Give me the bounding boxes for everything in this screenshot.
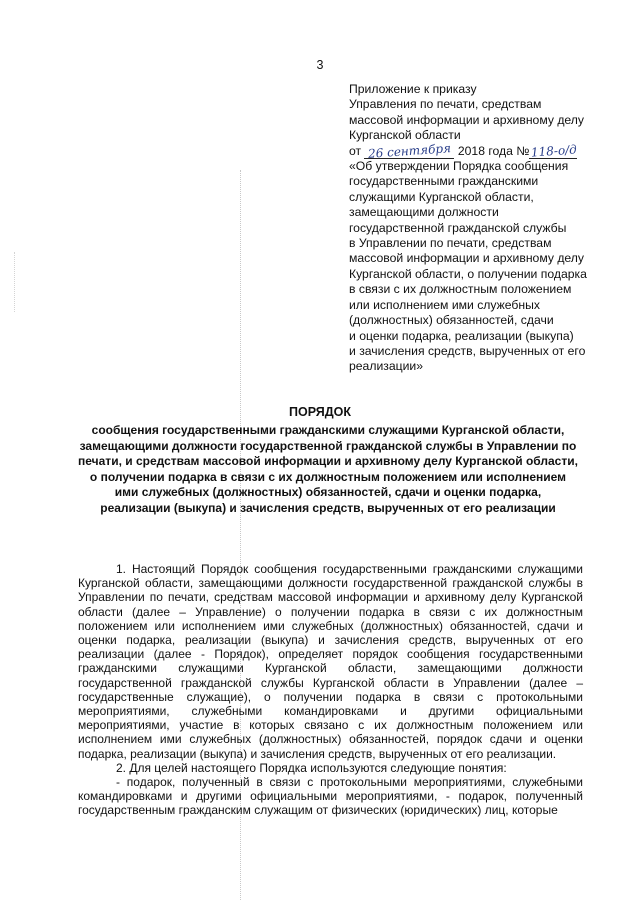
appendix-about-line: Курганской области, о получении подарка [349,266,587,281]
appendix-about-line: и зачисления средств, вырученных от его [349,343,586,358]
scan-mark [14,252,18,312]
page-number: 3 [316,58,324,72]
appendix-about-line: массовой информации и архивному делу [349,251,585,266]
appendix-line: Приложение к приказу [349,82,477,96]
appendix-date-line [349,140,617,161]
appendix-line: массовой информации и архивному делу [349,112,585,127]
appendix-about-line: «Об утверждении Порядка сообщения [349,159,569,174]
appendix-about-line: реализации» [349,359,423,374]
appendix-about-line: в Управлении по печати, средствам [349,236,552,251]
appendix-about-line: государственными гражданскими [349,174,539,189]
document-body [78,562,583,818]
date-field [364,140,454,161]
appendix-about-line: в связи с их должностным положением [349,282,572,297]
appendix-line: Управления по печати, средствам [349,97,542,112]
year-text: 2018 года № [457,143,530,158]
paragraph: - подарок, полученный в связи с протокольными мероприятиями, служебными командировками и другими официальными мероприятиями, - подарок, полученный государственным гражданским служащим от физических (юридических) лиц, которые [78,775,583,818]
paragraph: 1. Настоящий Порядок сообщения государственными гражданскими служащими Курганской области, замещающими должности государственной гражданской службы в Управлении по печати, средствам массовой информации и архивному делу Курганской области (далее – Управление) о получении подарка в связи с их должностным положением или исполнением ими служебных (должностных) обязанностей, сдачи и оценки подарка, реализации (выкупа) и зачисления средств, вырученных от его реализации (далее - Порядок), определяет порядок сообщения государственными гражданскими служащими Курганской области, замещающими должности государственной гражданской службы Курганской области в Управлении (далее – государственные служащие), о получении подарка в связи с протокольными мероприятиями, служебными командировками и другими официальными мероприятиями, участие в которых связано с их должностным положением или исполнением ими служебных (должностных) обязанностей, порядок сдачи и оценки подарка, реализации (выкупа) и зачисления средств, вырученных от его реализации. [78,562,583,761]
handwritten-date: 26 сентября [367,140,452,161]
appendix-about-line: служащими Курганской области, [349,189,534,204]
appendix-about-line: или исполнением ими служебных [349,297,541,312]
appendix-about-line: (должностных) обязанностей, сдачи [349,313,554,328]
document-title: ПОРЯДОК [289,405,351,419]
appendix-about-line: замещающими должности [349,205,499,220]
document-subtitle: сообщения государственными гражданскими служащими Курганской области, замещающими должности государственной гражданской службы в Управлении по печати, и средствам массовой информации и архивному делу Курганской области, о получении подарка в связи с их должностным положением или исполнением ими служебных (должностных) обязанностей, сдачи и оценки подарка, реализации (выкупа) и зачисления средств, вырученных от его реализации [78,423,578,515]
date-prefix: от [349,143,362,158]
paragraph: 2. Для целей настоящего Порядка используются следующие понятия: [116,760,507,775]
appendix-about-line: государственной гражданской службы [349,220,567,235]
appendix-block [349,82,617,375]
appendix-about-line: и оценки подарка, реализации (выкупа) [349,328,574,343]
handwritten-order-number: 118-о/д [530,142,578,160]
order-number-field [529,142,578,160]
appendix-line: Курганской области [349,128,461,143]
